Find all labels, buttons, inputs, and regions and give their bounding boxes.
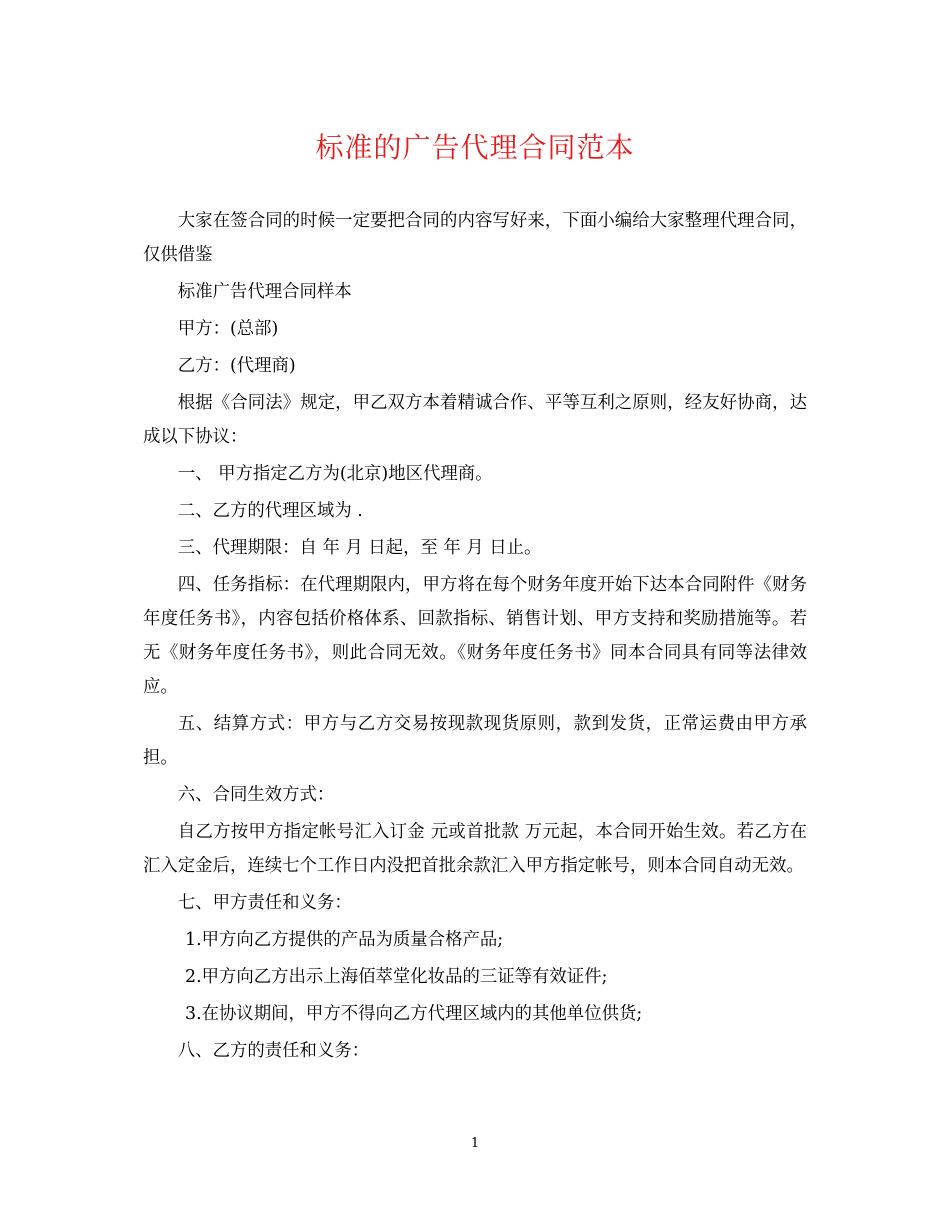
clause-7-item-2: 2.甲方向乙方出示上海佰萃堂化妆品的三证等有效证件; [185,967,608,987]
page-number: 1 [470,1136,480,1151]
clause-6-body: 自乙方按甲方指定帐号汇入订金 元或首批款 万元起，本合同开始生效。若乙方在汇入定金后，连续七个工作日内没把首批余款汇入甲方指定帐号，则本合同自动无效。 [143,822,807,876]
party-a: 甲方：(总部) [177,319,279,339]
document-title: 标准的广告代理合同范本 [315,131,635,164]
document-body [143,204,807,1071]
intro-paragraph: 大家在签合同的时候一定要把合同的内容写好来，下面小编给大家整理代理合同，仅供借鉴 [143,211,807,265]
sample-heading: 标准广告代理合同样本 [177,282,352,302]
party-b: 乙方：(代理商) [177,356,296,376]
clause-7-item-3: 3.在协议期间，甲方不得向乙方代理区域内的其他单位供货; [185,1004,643,1024]
clause-6-heading: 六、合同生效方式： [177,785,335,805]
clause-4: 四、任务指标：在代理期限内，甲方将在每个财务年度开始下达本合同附件《财务年度任务书》，内容包括价格体系、回款指标、销售计划、甲方支持和奖励措施等。若无《财务年度任务书》，则此合同无效。《财务年度任务书》同本合同具有同等法律效应。 [143,575,807,697]
clause-7-heading: 七、甲方责任和义务： [177,893,352,913]
clause-3: 三、代理期限：自 年 月 日起，至 年 月 日止。 [177,538,542,558]
clause-5: 五、结算方式：甲方与乙方交易按现款现货原则，款到发货，正常运费由甲方承担。 [143,714,807,768]
clause-7-item-1: 1.甲方向乙方提供的产品为质量合格产品; [185,930,504,950]
preamble-paragraph: 根据《合同法》规定，甲乙双方本着精诚合作、平等互利之原则，经友好协商，达成以下协议： [143,393,807,447]
clause-2: 二、乙方的代理区域为 . [177,501,363,521]
clause-8-heading: 八、乙方的责任和义务： [177,1041,370,1061]
clause-1: 一、 甲方指定乙方为(北京)地区代理商。 [177,464,493,484]
